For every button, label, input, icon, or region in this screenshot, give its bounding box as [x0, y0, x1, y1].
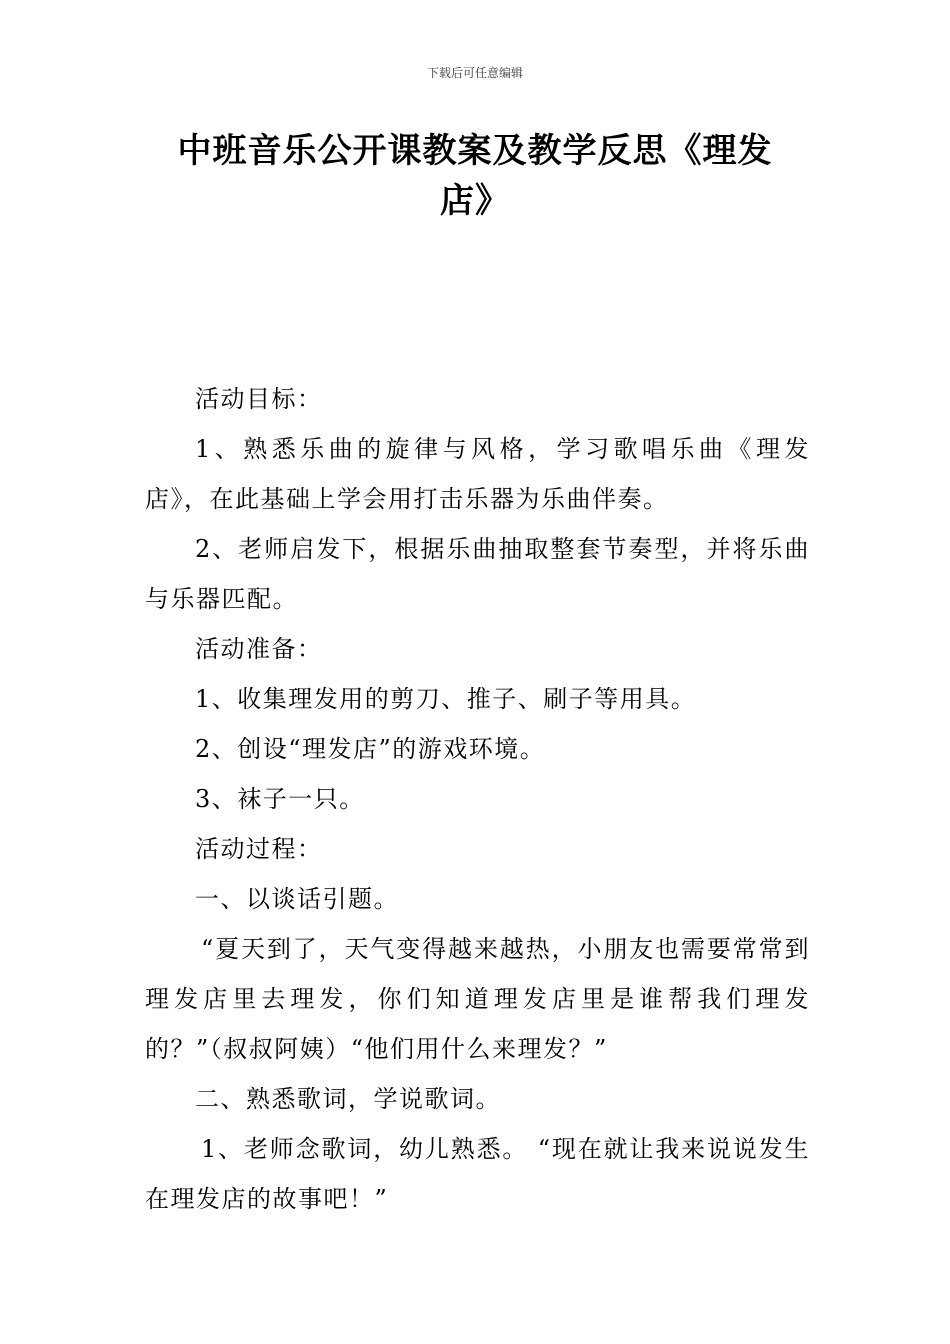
preparation-item-2: 2、创设“理发店”的游戏环境。 — [195, 735, 546, 763]
process-step-2: 二、熟悉歌词，学说歌词。 — [195, 1085, 501, 1113]
goal-item-2: 2、老师启发下，根据乐曲抽取整套节奏型，并将乐曲与乐器匹配。 — [145, 535, 810, 613]
section-heading-preparation: 活动准备： — [195, 635, 323, 663]
page-header-note: 下载后可任意编辑 — [426, 66, 523, 80]
preparation-item-3: 3、袜子一只。 — [195, 785, 365, 813]
process-step-2-item-1: 1、老师念歌词，幼儿熟悉。 “现在就让我来说说发生在理发店的故事吧！” — [145, 1135, 810, 1213]
process-step-1: 一、以谈话引题。 — [195, 885, 399, 913]
document-title-line-2: 店》 — [440, 181, 510, 221]
document-title — [145, 126, 805, 226]
process-step-1-dialogue: “夏天到了，天气变得越来越热，小朋友也需要常常到理发店里去理发，你们知道理发店里是谁帮我们理发的？”（叔叔阿姨）“他们用什么来理发？” — [145, 935, 810, 1063]
document-title-line-1: 中班音乐公开课教案及教学反思《理发 — [177, 131, 773, 171]
preparation-item-1: 1、收集理发用的剪刀、推子、刷子等用具。 — [195, 685, 697, 713]
document-body — [145, 374, 810, 1224]
section-heading-process: 活动过程： — [195, 835, 323, 863]
section-heading-goals: 活动目标： — [195, 385, 323, 413]
goal-item-1: 1、熟悉乐曲的旋律与风格，学习歌唱乐曲《理发店》，在此基础上学会用打击乐器为乐曲伴奏。 — [145, 435, 810, 513]
